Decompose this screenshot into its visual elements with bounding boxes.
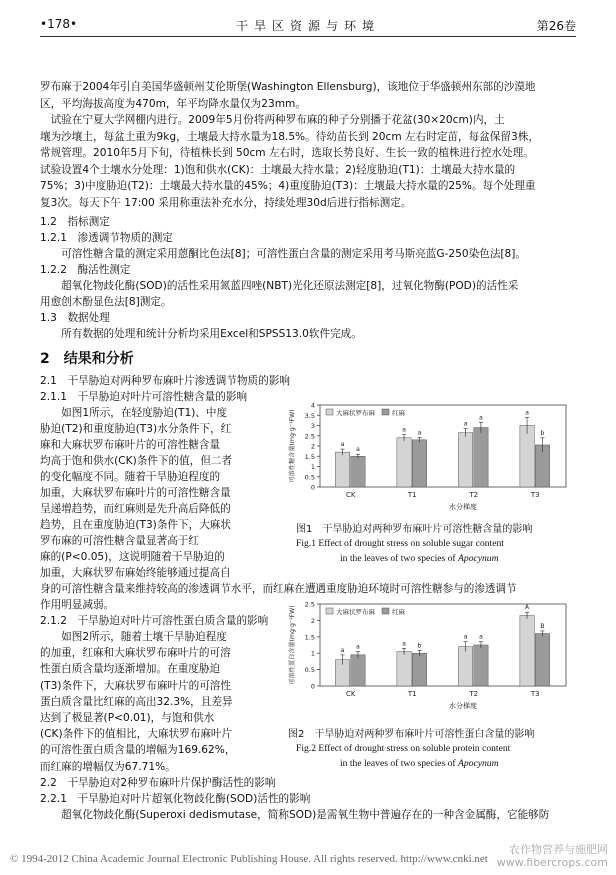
figure-2-caption-en-2: [340, 758, 499, 769]
bar: [412, 440, 426, 487]
y-tick-label: 3.5: [304, 411, 315, 420]
legend-label: 大麻状罗布麻: [336, 608, 375, 616]
bar: [397, 438, 411, 487]
text-line: 蛋白质含量比红麻的高出32.3%，且差异: [40, 695, 233, 708]
text-line: 加重，大麻状罗布麻叶片的可溶性糖含量: [40, 487, 231, 499]
text-line: 罗布麻于2004年引自美国华盛顿州艾伦斯堡(Washington Ellensburg)，该地位于华盛顿州东部的沙漠地: [40, 81, 536, 93]
x-axis-label: 水分梯度: [449, 503, 477, 511]
significance-letter: B: [540, 622, 545, 630]
significance-letter: a: [402, 426, 406, 434]
text-line: 胁迫(T2)和重度胁迫(T3)水分条件下，红: [40, 423, 232, 435]
bar: [520, 615, 534, 686]
legend-label: 红麻: [392, 608, 405, 616]
section-1-2-2-heading: 1.2.2 酶活性测定: [40, 264, 131, 276]
y-axis-label: 可溶性蛋白含量(mg·g⁻¹FW): [289, 605, 296, 685]
significance-letter: a: [402, 640, 406, 648]
y-tick-label: 0: [310, 682, 315, 691]
bar: [535, 634, 549, 686]
x-tick-label: T3: [530, 690, 540, 698]
section-1-2-1-text: 可溶性糖含量的测定采用蒽酮比色法[8]；可溶性蛋白含量的测定采用考马斯亮蓝G-250染色法[8]。: [40, 248, 527, 260]
caption-text: in the leaves of two species of: [340, 553, 459, 564]
text-line: 均高于饱和供水(CK)条件下的值，但二者: [40, 455, 233, 467]
figure-1-caption-cn: 图1 干旱胁迫对两种罗布麻叶片可溶性糖含量的影响: [296, 524, 533, 535]
text-line: 加重，大麻状罗布麻始终能够通过提高自: [40, 567, 231, 579]
significance-letter: b: [540, 429, 545, 437]
x-tick-label: CK: [346, 690, 356, 698]
bar: [351, 655, 365, 686]
legend-swatch: [382, 409, 389, 415]
x-tick-label: T2: [469, 491, 479, 499]
text-line: 性蛋白质含量均逐渐增加。在重度胁迫: [40, 663, 221, 676]
section-1-2-2-text-line: 超氧化物歧化酶(SOD)的活性采用氮蓝四唑(NBT)光化还原法测定[8]，过氧化物酶(POD)的活性采: [40, 280, 519, 292]
journal-title: 干旱区资源与环境: [235, 19, 380, 33]
significance-letter: a: [340, 441, 345, 449]
significance-letter: A: [525, 604, 530, 612]
bar: [458, 433, 472, 487]
legend-swatch: [326, 608, 333, 614]
y-tick-label: 1: [310, 463, 315, 471]
y-tick-label: 0: [310, 483, 315, 492]
watermark-url: www.fibercrops.com: [496, 856, 608, 869]
y-tick-label: 3: [310, 422, 315, 430]
legend-swatch: [382, 608, 389, 614]
bar: [520, 426, 534, 488]
section-2-1-1-heading: 2.1.1 干旱胁迫对叶片可溶性糖含量的影响: [40, 391, 248, 403]
figure-1-chart: [284, 397, 576, 515]
figure-2-caption-cn: 图2 干旱胁迫对两种罗布麻叶片可溶性蛋白含量的影响: [288, 729, 535, 740]
legend-label: 红麻: [392, 409, 405, 417]
section-1-2-2-text-line: 用愈创木酚显色法[8]测定。: [40, 296, 172, 308]
copyright-footer: © 1994-2012 China Academic Journal Electronic Publishing House. All rights reserved. http://www.cnki.net: [10, 853, 488, 865]
y-tick-label: 1.5: [304, 452, 315, 461]
legend-swatch: [326, 409, 333, 415]
figure-2-chart: [284, 596, 576, 714]
watermark-line: 农作物营养与施肥网: [509, 843, 608, 856]
bar: [335, 452, 349, 487]
text-line: 趋势，且在重度胁迫(T3)条件下，大麻状: [40, 519, 231, 531]
text-line: 如图2所示，随着土壤干旱胁迫程度: [40, 631, 227, 643]
x-tick-label: T3: [530, 491, 540, 499]
significance-letter: a: [463, 420, 468, 428]
section-1-3-heading: 1.3 数据处理: [40, 312, 110, 324]
y-tick-label: 2: [310, 442, 315, 451]
text-line: (T3)条件下，大麻状罗布麻叶片的可溶性: [40, 679, 231, 692]
y-tick-label: 2.5: [304, 600, 315, 609]
caption-species: Apocynum: [458, 553, 499, 564]
x-tick-label: T1: [407, 491, 417, 499]
bar: [474, 428, 488, 487]
section-2-heading: 2 结果和分析: [40, 351, 134, 367]
section-1-3-text: 所有数据的处理和统计分析均采用Excel和SPSS13.0软件完成。: [40, 328, 362, 340]
text-line: 试验设置4个土壤水分处理：1)饱和供水(CK)：土壤最大持水量；2)轻度胁迫(T1)：土壤最大持水量的: [40, 163, 516, 176]
text-line: 罗布麻的可溶性糖含量显著高于红: [40, 535, 199, 547]
text-line: 壤为沙壤土，每盆土重为9kg，土壤最大持水量为18.5%。待幼苗长到 20cm 左右时定苗，每盆保留3株，: [40, 130, 539, 143]
x-axis-label: 水分梯度: [449, 702, 477, 710]
significance-letter: a: [356, 446, 360, 454]
section-2-1-2-heading: 2.1.2 干旱胁迫对叶片可溶性蛋白质含量的影响: [40, 615, 269, 627]
y-tick-label: 4: [310, 401, 315, 410]
section-2-1-1-full-line: 身的可溶性糖含量来维持较高的渗透调节水平，而红麻在遭遇重度胁迫环境时可溶性糖参与的渗透调节: [40, 583, 517, 595]
section-2-2-1-heading: 2.2.1 干旱胁迫对叶片超氧化物歧化酶(SOD)活性的影响: [40, 793, 311, 805]
bar: [458, 647, 472, 686]
section-2-1-heading: 2.1 干旱胁迫对两种罗布麻叶片渗透调节物质的影响: [40, 375, 290, 387]
text-line: 达到了极显著(P<0.01)，与饱和供水: [40, 712, 215, 724]
figure-2-caption-en: Fig.2 Effect of drought stress on soluble protein content: [296, 743, 511, 754]
y-tick-label: 0.5: [304, 473, 315, 482]
header-rule: [40, 36, 576, 37]
significance-letter: b: [417, 642, 422, 650]
page-number: •178•: [40, 17, 78, 31]
significance-letter: a: [479, 633, 483, 641]
y-tick-label: 0.5: [304, 666, 315, 675]
bar: [397, 652, 411, 686]
text-line: 复3次。每天下午 17:00 采用称重法补充水分，持续处理30d后进行指标测定。: [40, 196, 412, 209]
x-tick-label: T2: [469, 690, 479, 698]
text-line: 的变化幅度不同。随着干旱胁迫程度的: [40, 471, 221, 483]
significance-letter: a: [479, 414, 483, 422]
bar: [351, 456, 365, 487]
section-2-1-1-full-line: 作用明显减弱。: [40, 599, 115, 611]
significance-letter: a: [356, 643, 360, 651]
legend-label: 大麻状罗布麻: [336, 409, 375, 417]
text-line: 如图1所示，在轻度胁迫(T1)、中度: [40, 407, 228, 419]
significance-letter: a: [417, 429, 422, 437]
bar: [412, 653, 426, 686]
text-line: (CK)条件下的值相比，大麻状罗布麻叶片: [40, 728, 233, 741]
x-tick-label: T1: [407, 690, 417, 698]
text-line: 麻的(P<0.05)，这说明随着干旱胁迫的: [40, 551, 225, 563]
y-tick-label: 2.5: [304, 432, 315, 441]
text-line: 试验在宁夏大学网棚内进行。2009年5月份将两种罗布麻的种子分别播于花盆(30×20cm)内，土: [40, 114, 505, 126]
text-line: 的加重，红麻和大麻状罗布麻叶片的可溶: [40, 647, 231, 660]
text-line: 呈递增趋势，而红麻则是先升高后降低的: [40, 503, 231, 515]
bar: [474, 645, 488, 686]
text-line: 常规管理。2010年5月下旬，待植株长到 50cm 左右时，选取长势良好、生长一致的植株进行控水处理。: [40, 147, 534, 159]
y-axis-label: 可溶性糖含量(mg·g⁻¹FW): [289, 409, 296, 483]
volume-label: 第26卷: [536, 19, 576, 33]
significance-letter: a: [525, 409, 529, 417]
section-2-2-heading: 2.2 干旱胁迫对2种罗布麻叶片保护酶活性的影响: [40, 777, 276, 789]
caption-species: Apocynum: [458, 758, 499, 769]
y-tick-label: 1: [310, 649, 315, 658]
y-tick-label: 2: [310, 616, 315, 625]
figure-1-caption-en: Fig.1 Effect of drought stress on soluble sugar content: [296, 538, 504, 549]
watermark: [497, 843, 608, 869]
section-2-2-1-text: 超氧化物歧化酶(Superoxi dedismutase，简称SOD)是需氧生物中普遍存在的一种含金属酶，它能够防: [40, 809, 550, 821]
significance-letter: a: [340, 646, 345, 654]
figure-1-caption-en-2: [340, 553, 499, 564]
text-line: 75%；3)中度胁迫(T2)：土壤最大持水量的45%；4)重度胁迫(T3)：土壤最大持水量的25%。每个处理重: [40, 180, 536, 192]
y-tick-label: 1.5: [304, 633, 315, 642]
caption-text: in the leaves of two species of: [340, 758, 459, 769]
text-line: 区，平均海拔高度为470m，年平均降水量仅为23mm。: [40, 97, 306, 110]
section-1-2-1-heading: 1.2.1 渗透调节物质的测定: [40, 232, 173, 244]
x-tick-label: CK: [346, 491, 356, 499]
text-line: 的可溶性蛋白质含量的增幅为169.62%，: [40, 744, 236, 757]
section-1-2-heading: 1.2 指标测定: [40, 216, 110, 228]
text-line: 麻和大麻状罗布麻叶片的可溶性糖含量: [40, 439, 221, 451]
text-line: 而红麻的增幅仅为67.71%。: [40, 760, 176, 773]
significance-letter: a: [463, 633, 468, 641]
